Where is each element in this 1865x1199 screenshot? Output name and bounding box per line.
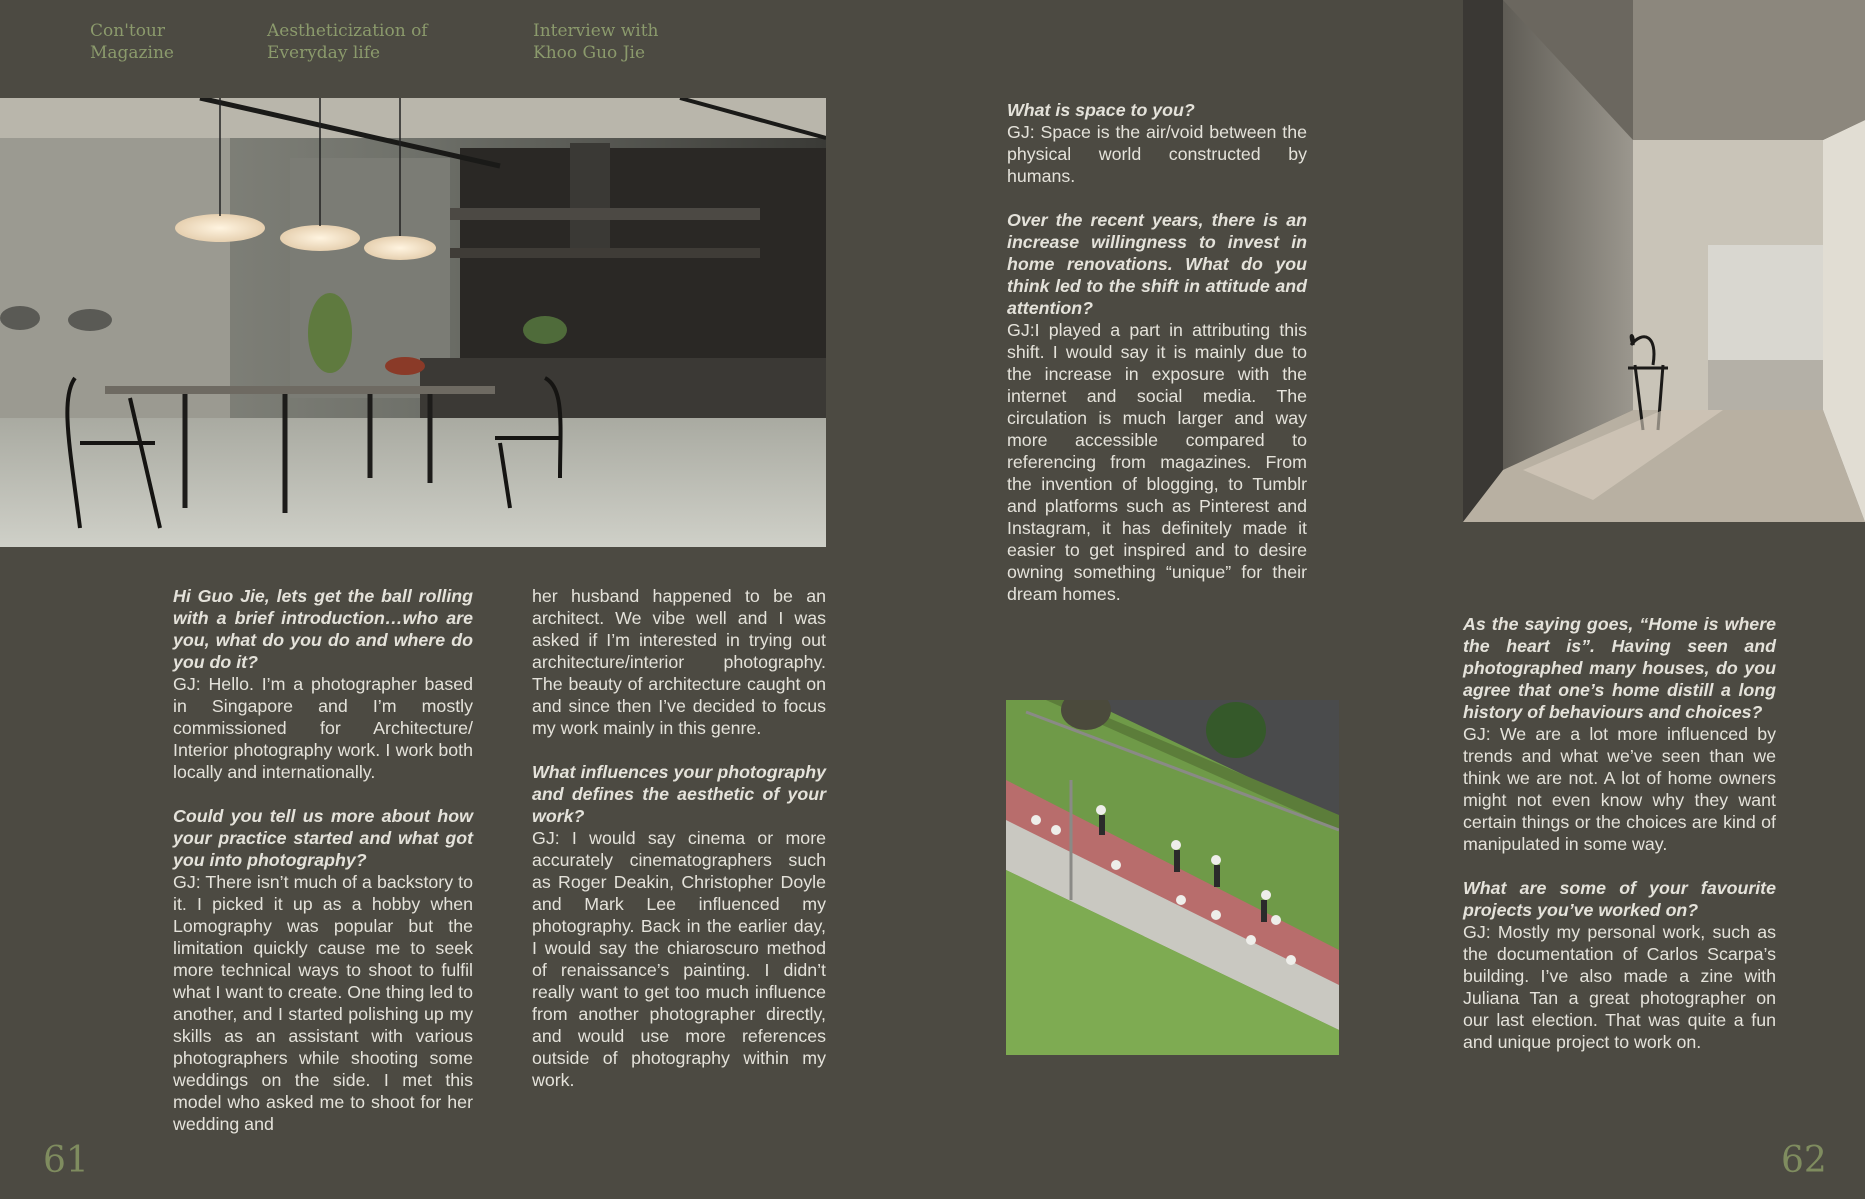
question: Could you tell us more about how your practice started and what got you into photography? [173, 806, 473, 870]
answer: her husband happened to be an architect. We vibe well and I was asked if I’m interested in trying out architecture/interior photography. The beauty of architecture caught on and since then I’ve decided to focus my work mainly in this genre. [532, 586, 826, 738]
qa-block [532, 585, 826, 739]
qa-block [173, 585, 473, 783]
text-column-2 [532, 585, 826, 1113]
corridor-photo [1463, 0, 1865, 522]
answer: GJ: I would say cinema or more accurately cinematographers such as Roger Deakin, Christopher Doyle and Mark Lee influenced my photography. Back in the earlier day, I would say the chiaroscuro method of renaissance’s painting. I didn’t really want to get too much influence from another photographer directly, and would use more references outside of photography within my work. [532, 828, 826, 1090]
street-photo [1006, 700, 1339, 1055]
text-column-4 [1463, 613, 1776, 1075]
question: What are some of your favourite projects you’ve worked on? [1463, 878, 1776, 920]
qa-block [532, 761, 826, 1091]
question: Over the recent years, there is an increase willingness to invest in home renovations. What do you think led to the shift in attitude and attention? [1007, 210, 1307, 318]
answer: GJ:I played a part in attributing this shift. I would say it is mainly due to the increase in exposure with the internet and social media. The circulation is much larger and way more accessible compared to referencing from magazines. From the invention of blogging, to Tumblr and platforms such as Pinterest and Instagram, it has definitely made it easier to get inspired and to desire owning something “unique” for their dream homes. [1007, 320, 1307, 604]
qa-block [173, 805, 473, 1135]
question: As the saying goes, “Home is where the heart is”. Having seen and photographed many houses, do you agree that one’s home distill a long history of behaviours and choices? [1463, 614, 1776, 722]
interview-title-line-1: Interview with [533, 21, 659, 41]
answer: GJ: There isn’t much of a backstory to it. I picked it up as a hobby when Lomography was popular but the limitation quickly cause me to seek more technical ways to shoot to fulfil what I want to create. One thing led to another, and I started polishing up my skills as an assistant with various photographers while shooting some weddings on the side. I met this model who asked me to shoot for her wedding and [173, 872, 473, 1134]
qa-block [1463, 877, 1776, 1053]
page-number-right: 62 [1781, 1140, 1827, 1181]
magazine-name-line-2: Magazine [90, 43, 174, 63]
magazine-name-line-1: Con'tour [90, 21, 166, 41]
qa-block [1463, 613, 1776, 855]
question: What is space to you? [1007, 100, 1195, 120]
section-title [267, 20, 428, 64]
answer: GJ: Mostly my personal work, such as the documentation of Carlos Scarpa’s building. I’ve also made a zine with Juliana Tan a great photographer on our last election. That was quite a fun and unique project to work on. [1463, 922, 1776, 1052]
interview-title-line-2: Khoo Guo Jie [533, 43, 646, 63]
question: Hi Guo Jie, lets get the ball rolling with a brief introduction…who are you, what do you do and where do you do it? [173, 586, 473, 672]
question: What influences your photography and defines the aesthetic of your work? [532, 762, 826, 826]
text-column-3 [1007, 99, 1307, 627]
answer: GJ: Hello. I’m a photographer based in Singapore and I’m mostly commissioned for Architecture/ Interior photography work. I work both locally and internationally. [173, 674, 473, 782]
section-title-line-1: Aestheticization of [267, 21, 428, 41]
interview-title [533, 20, 659, 64]
magazine-name [90, 20, 174, 64]
page-number-left: 61 [43, 1140, 89, 1181]
text-column-1 [173, 585, 473, 1157]
kitchen-photo [0, 98, 826, 547]
answer: GJ: We are a lot more influenced by trends and what we’ve seen than we think we are not. A lot of home owners might not even know why they want certain things or the choices are kind of manipulated in some way. [1463, 724, 1776, 854]
qa-block [1007, 99, 1307, 187]
qa-block [1007, 209, 1307, 605]
answer: GJ: Space is the air/void between the physical world constructed by humans. [1007, 122, 1307, 186]
section-title-line-2: Everyday life [267, 43, 381, 63]
